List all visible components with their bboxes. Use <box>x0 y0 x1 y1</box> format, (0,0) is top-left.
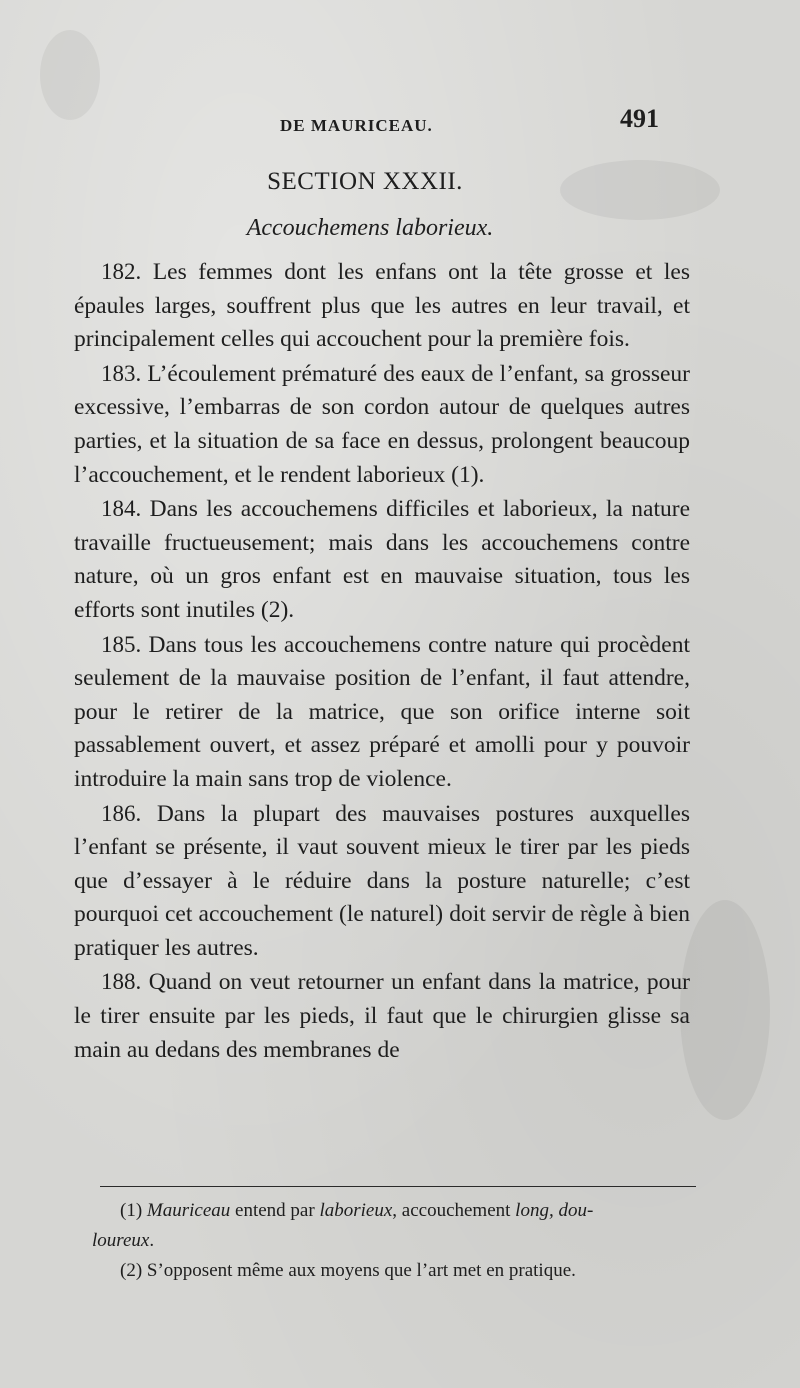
footnote-text: . <box>149 1230 155 1251</box>
paragraph-number: 186. <box>101 800 142 826</box>
paragraph-text: L’écoulement prématuré des eaux de l’enfant, sa grosseur excessive, l’embarras de son cordon autour de quelques autres parties, et la situation de sa face en dessus, prolongent beaucoup l’accouchement, et le rendent laborieux (1). <box>74 360 691 488</box>
paragraph <box>74 965 690 1067</box>
page-number: 491 <box>620 104 659 133</box>
footnote-mark: (2) <box>120 1260 143 1281</box>
footnote-divider <box>100 1186 696 1187</box>
footnote-text: entend par <box>230 1200 320 1221</box>
footnote-text: S’opposent même aux moyens que l’art met en pratique. <box>146 1260 576 1281</box>
paragraph <box>74 357 690 492</box>
section-subtitle: Accouchemens laborieux. <box>246 215 494 241</box>
section-title: SECTION XXXII. <box>267 168 463 195</box>
footnote-italic: Mauriceau <box>146 1200 231 1221</box>
paragraph <box>74 797 690 966</box>
paragraph-number: 182. <box>101 259 142 284</box>
paragraph-text: Les femmes dont les enfans ont la tête grosse et les épaules larges, souffrent plus que les autres en leur travail, et principalement celles qui accouchent pour la première fois. <box>74 259 690 353</box>
footnote-1 <box>92 1196 700 1256</box>
page-stain <box>680 900 770 1120</box>
paragraph-number: 185. <box>101 631 142 657</box>
footnote-italic: long, dou- <box>515 1200 594 1221</box>
footnote-italic: laborieux <box>319 1200 393 1221</box>
footnote-italic: loureux <box>92 1230 150 1251</box>
paragraph-number: 184. <box>101 496 142 522</box>
paragraph-text: Dans tous les accouchemens contre nature qui procèdent seulement de la mauvaise position de l’enfant, il faut attendre, pour le retirer de la matrice, que son orifice interne soit passablement ouvert, et assez préparé et amolli pour y pouvoir introduire la main sans trop de violence. <box>74 631 690 792</box>
footnote-2 <box>120 1256 700 1286</box>
paragraph-number: 188. <box>101 969 142 995</box>
paragraph-text: Quand on veut retourner un enfant dans la matrice, pour le tirer ensuite par les pieds, il faut que le chirurgien glisse sa main au dedans des membranes de <box>74 969 690 1063</box>
paragraph-text: Dans les accouchemens difficiles et laborieux, la nature travaille fructueusement; mais dans les accouchemens contre nature, où un gros enfant est en mauvaise situation, tous les efforts sont inutiles (2). <box>74 496 690 623</box>
page-stain <box>40 30 100 120</box>
body-text <box>74 255 690 1067</box>
paragraph <box>74 492 690 627</box>
running-head <box>0 104 800 142</box>
footnote-text: , accouchement <box>392 1200 516 1221</box>
paragraph <box>74 255 690 357</box>
footnotes <box>92 1196 700 1286</box>
paragraph-number: 183. <box>101 360 142 386</box>
paragraph-text: Dans la plupart des mauvaises postures auxquelles l’enfant se présente, il vaut souvent mieux le tirer par les pieds que d’essayer à le réduire dans la posture naturelle; c’est pourquoi cet accouchement (le naturel) doit servir de règle à bien pratiquer les autres. <box>74 800 691 961</box>
paragraph <box>74 628 690 797</box>
running-title: DE MAURICEAU. <box>280 116 433 135</box>
footnote-mark: (1) <box>120 1200 143 1221</box>
